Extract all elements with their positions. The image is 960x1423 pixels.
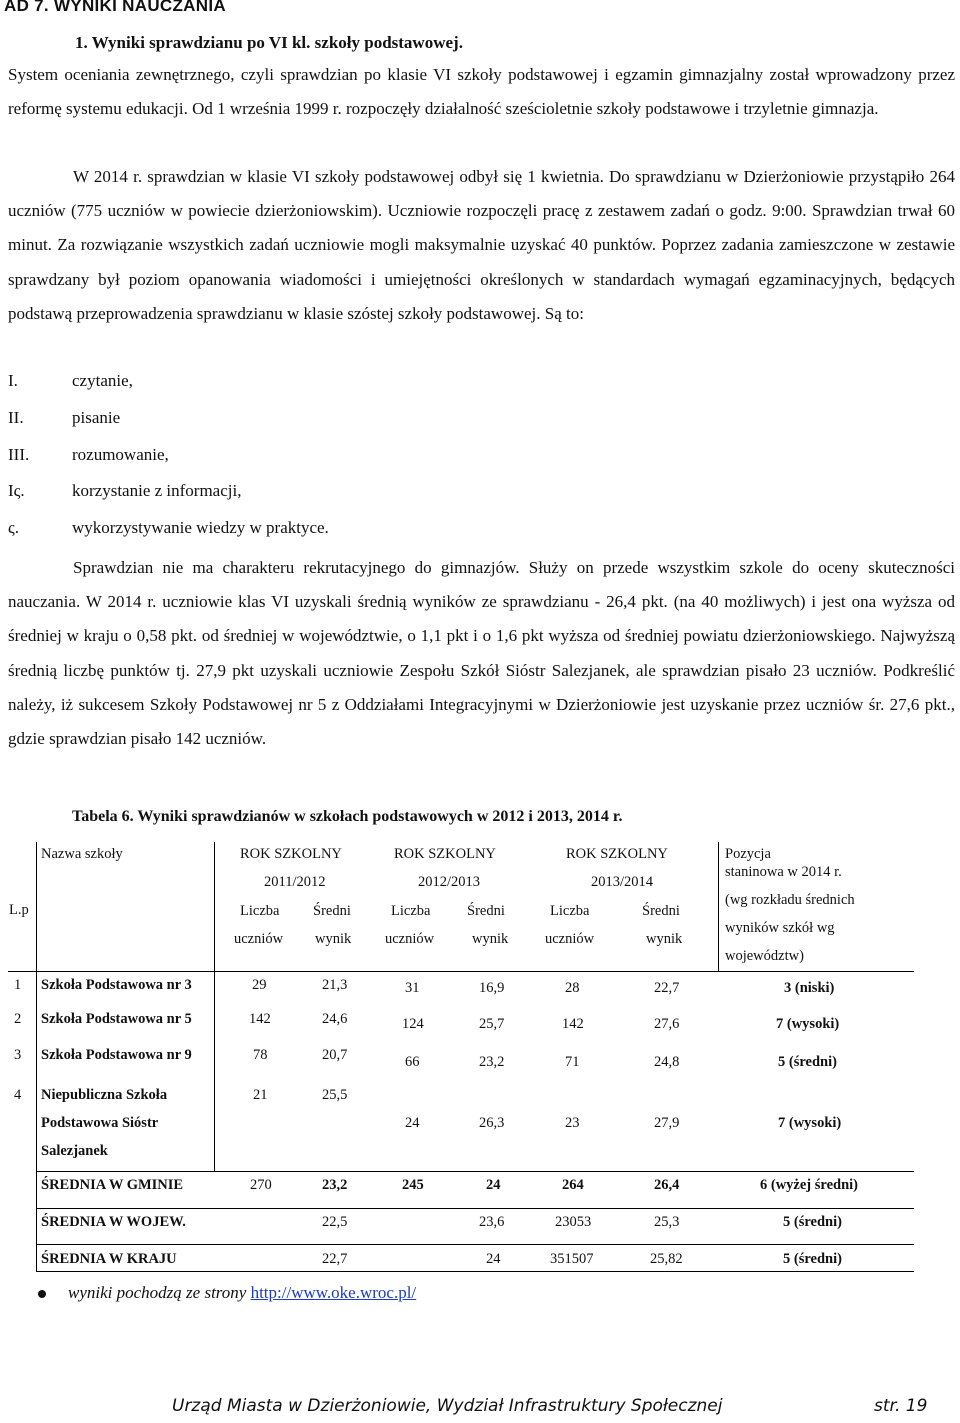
skill-mark: ς. [8, 518, 19, 537]
row-school-name: Szkoła Podstawowa nr 5 [41, 1011, 192, 1027]
footer-page-number: str. 19 [874, 1396, 928, 1416]
table-caption: Tabela 6. Wyniki sprawdzianów w szkołach podstawowych w 2012 i 2013, 2014 r. [72, 808, 623, 825]
cell-average-2013: 26,3 [479, 1115, 505, 1131]
skill-item [8, 371, 133, 391]
summary-label: ŚREDNIA W GMINIE [41, 1177, 184, 1193]
cell-count-2012: 29 [252, 977, 267, 993]
skill-mark: Iς. [8, 481, 25, 500]
cell-count-2014: 351507 [550, 1251, 594, 1267]
skill-text: korzystanie z informacji, [72, 481, 242, 500]
cell-average-2013: 23,2 [479, 1054, 505, 1070]
cell-count-2014: 142 [562, 1016, 584, 1032]
header-year-2012: 2011/2012 [264, 874, 326, 890]
row-lp: 1 [14, 977, 22, 993]
header-year-2014-title: ROK SZKOLNY [566, 846, 668, 862]
cell-count-2014: 23053 [555, 1214, 592, 1230]
cell-count-2014: 28 [565, 980, 580, 996]
header-count: uczniów [545, 931, 595, 947]
source-note-text: wyniki pochodzą ze strony [68, 1283, 251, 1302]
cell-average-2012: 21,3 [322, 977, 348, 993]
table-rule [718, 842, 719, 971]
cell-count-2013: 124 [402, 1016, 424, 1032]
header-year-2013-title: ROK SZKOLNY [394, 846, 496, 862]
table-rule [36, 1171, 914, 1172]
cell-count-2013: 245 [402, 1177, 424, 1193]
skill-mark: II. [8, 408, 24, 427]
cell-average-2013: 24 [486, 1251, 501, 1267]
cell-position: 5 (średni) [783, 1214, 842, 1230]
cell-average-2014: 22,7 [654, 980, 680, 996]
cell-position: 3 (niski) [784, 980, 835, 996]
table-rule [36, 1244, 914, 1245]
skill-text: wykorzystywanie wiedzy w praktyce. [72, 518, 329, 537]
skill-item [8, 518, 329, 538]
header-average: Średni [313, 903, 351, 919]
source-note [38, 1283, 416, 1303]
cell-position: 5 (średni) [778, 1054, 837, 1070]
cell-count-2014: 264 [562, 1177, 584, 1193]
table-rule [36, 842, 37, 1271]
intro-paragraph: System oceniania zewnętrznego, czyli sprawdzian po klasie VI szkoły podstawowej i egzamin gimnazjalny został wprowadzony przez reformę systemu edukacji. Od 1 września 1999 r. rozpoczęły działalność sześcioletnie szkoły podstawowe i trzyletnie gimnazja. [8, 65, 955, 119]
cell-average-2012: 22,7 [322, 1251, 348, 1267]
row-lp: 2 [14, 1011, 22, 1027]
header-average: Średni [642, 903, 680, 919]
row-school-name: Szkoła Podstawowa nr 3 [41, 977, 192, 993]
cell-average-2014: 25,82 [650, 1251, 683, 1267]
header-count: uczniów [234, 931, 284, 947]
table-rule [214, 971, 215, 1171]
summary-label: ŚREDNIA W WOJEW. [41, 1214, 186, 1230]
row-school-name: Niepubliczna Szkoła [41, 1087, 168, 1103]
cell-average-2012: 24,6 [322, 1011, 348, 1027]
header-average: wynik [472, 931, 509, 947]
table-rule [214, 842, 215, 971]
cell-average-2012: 25,5 [322, 1087, 348, 1103]
skill-mark: I. [8, 371, 18, 390]
header-year-2014: 2013/2014 [591, 874, 654, 890]
cell-average-2013: 23,6 [479, 1214, 505, 1230]
cell-average-2013: 16,9 [479, 980, 505, 996]
header-position: staninowa w 2014 r. [725, 864, 842, 880]
cell-count-2013: 31 [405, 980, 420, 996]
cell-count-2012: 78 [253, 1047, 268, 1063]
cell-count-2013: 66 [405, 1054, 420, 1070]
cell-count-2013: 24 [405, 1115, 420, 1131]
header-average: wynik [646, 931, 683, 947]
table-rule [36, 1271, 914, 1272]
cell-average-2012: 23,2 [322, 1177, 348, 1193]
cell-position: 5 (średni) [783, 1251, 842, 1267]
cell-average-2013: 24 [486, 1177, 501, 1193]
cell-count-2012: 142 [249, 1011, 271, 1027]
cell-position: 6 (wyżej średni) [760, 1177, 858, 1193]
cell-average-2014: 25,3 [654, 1214, 680, 1230]
row-lp: 4 [14, 1087, 22, 1103]
exam-paragraph: W 2014 r. sprawdzian w klasie VI szkoły podstawowej odbył się 1 kwietnia. Do sprawdzianu w Dzierżoniowie przystąpiło 264 uczniów (775 uczniów w powiecie dzierżoniowskim). Uczniowie rozpoczęli pracę z zestawem zadań o godz. 9:00. Sprawdzian trwał 60 minut. Za rozwiązanie wszystkich zadań uczniowie mogli maksymalnie uzyskać 40 punktów. Poprzez zadania zamieszczone w zestawie sprawdzany był poziom opanowania wiadomości i umiejętności określonych w standardach wymagań egzaminacyjnych, będących podstawą przeprowadzenia sprawdzianu w klasie szóstej szkoły podstawowej. Są to: [8, 167, 955, 323]
header-count: Liczba [391, 903, 431, 919]
cell-average-2014: 26,4 [654, 1177, 680, 1193]
cell-average-2014: 27,9 [654, 1115, 680, 1131]
cell-count-2014: 23 [565, 1115, 580, 1131]
table-rule [8, 971, 914, 972]
header-year-2012-title: ROK SZKOLNY [240, 846, 342, 862]
skill-item [8, 481, 241, 501]
header-average: wynik [315, 931, 352, 947]
header-count: uczniów [385, 931, 435, 947]
header-position: województw) [725, 948, 804, 964]
header-position: wyników szkół wg [725, 920, 835, 936]
header-lp: L.p [9, 902, 29, 918]
cell-average-2012: 20,7 [322, 1047, 348, 1063]
header-count: Liczba [240, 903, 280, 919]
bullet-icon [38, 1290, 46, 1298]
row-lp: 3 [14, 1047, 22, 1063]
results-paragraph: Sprawdzian nie ma charakteru rekrutacyjnego do gimnazjów. Służy on przede wszystkim szkole do oceny skuteczności nauczania. W 2014 r. uczniowie klas VI uzyskali średnią wyników ze sprawdzianu - 26,4 pkt. (na 40 możliwych) i jest ona wyższa od średniej w kraju o 0,58 pkt. od średniej w województwie, o 1,1 pkt i o 1,6 pkt wyższa od średniej powiatu dzierżoniowskiego. Najwyższą średnią liczbę punktów tj. 27,9 pkt uzyskali uczniowie Zespołu Szkół Sióstr Salezjanek, ale sprawdzian pisało 23 uczniów. Podkreślić należy, iż sukcesem Szkoły Podstawowej nr 5 z Oddziałami Integracyjnymi w Dzierżoniowie jest uzyskanie przez uczniów śr. 27,6 pkt., gdzie sprawdzian pisało 142 uczniów. [8, 558, 955, 749]
cell-position: 7 (wysoki) [776, 1016, 840, 1032]
header-count: Liczba [550, 903, 590, 919]
header-average: Średni [467, 903, 505, 919]
cell-average-2012: 22,5 [322, 1214, 348, 1230]
header-position: Pozycja [725, 846, 771, 862]
table-rule [36, 1208, 914, 1209]
row-school-name: Szkoła Podstawowa nr 9 [41, 1047, 192, 1063]
cell-count-2014: 71 [565, 1054, 580, 1070]
cell-average-2014: 24,8 [654, 1054, 680, 1070]
header-school-name: Nazwa szkoły [41, 846, 123, 862]
skill-mark: III. [8, 445, 30, 464]
cell-position: 7 (wysoki) [778, 1115, 842, 1131]
cell-average-2014: 27,6 [654, 1016, 680, 1032]
footer-office: Urząd Miasta w Dzierżoniowie, Wydział Infrastruktury Społecznej [172, 1396, 723, 1416]
skill-text: czytanie, [72, 371, 133, 390]
cell-count-2012: 270 [250, 1177, 272, 1193]
skill-item [8, 408, 120, 428]
source-link[interactable]: http://www.oke.wroc.pl/ [250, 1283, 417, 1302]
skill-item [8, 445, 169, 465]
header-year-2013: 2012/2013 [418, 874, 481, 890]
section-heading: AD 7. WYNIKI NAUCZANIA [4, 0, 226, 15]
cell-average-2013: 25,7 [479, 1016, 505, 1032]
header-position: (wg rozkładu średnich [725, 892, 855, 908]
row-school-name: Salezjanek [41, 1143, 108, 1159]
row-school-name: Podstawowa Sióstr [41, 1115, 159, 1131]
summary-label: ŚREDNIA W KRAJU [41, 1251, 177, 1267]
subsection-heading: 1. Wyniki sprawdzianu po VI kl. szkoły podstawowej. [75, 33, 463, 52]
cell-count-2012: 21 [253, 1087, 268, 1103]
skill-text: rozumowanie, [72, 445, 169, 464]
skill-text: pisanie [72, 408, 121, 427]
